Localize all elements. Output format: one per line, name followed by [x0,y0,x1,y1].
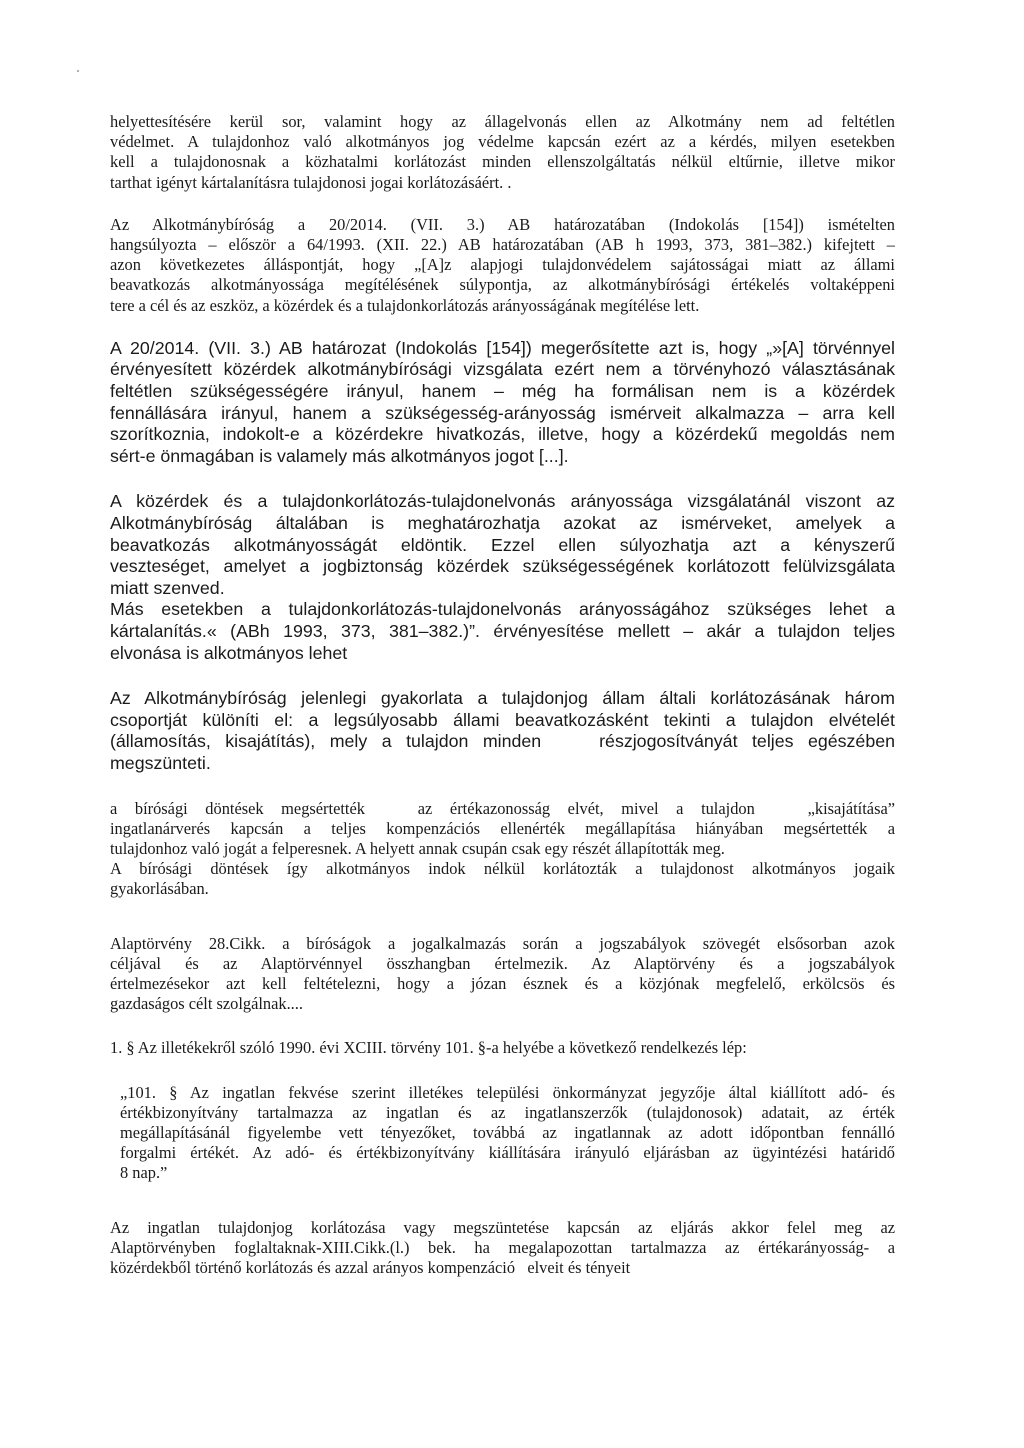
text-line: Az Alkotmánybíróság a 20/2014. (VII. 3.) AB határozatában (Indokolás [154]) ismételten [110,214,895,234]
text-line: Alkotmánybíróság általában is meghatározhatja azokat az ismérveket, amelyek a [110,512,895,533]
text-line: beavatkozás alkotmányossága megítélésének súlypontja, az alkotmánybírósági értékelés voltaképpeni [110,275,895,295]
text-line: csoportját különíti el: a legsúlyosabb állami beavatkozásként tekinti a tulajdon elvételét [110,709,895,730]
paragraph-conclusion [110,1218,895,1279]
text-line: „101. § Az ingatlan fekvése szerint illetékes települési önkormányzat jegyzője által kiállított adó- és [120,1082,895,1102]
text-line: érvényesített közérdek alkotmánybírósági vizsgálata ezért nem a törvényhozó választásának [110,359,895,380]
text-line: szorítkoznia, indokolt-e a közérdekre hivatkozás, illetve, hogy a közérdekű megoldás nem [110,424,895,445]
paragraph-proportionality [110,491,895,664]
paragraph-current-practice [110,688,895,774]
paragraph-fundamental-law-article-28 [110,934,895,1015]
paragraph-constitutional-court-decision [110,215,895,316]
text-line: céljával és az Alaptörvénnyel összhangban értelmezik. Az Alaptörvény és a jogszabályok [110,953,895,973]
text-line: A bírósági döntések így alkotmányos indok nélkül korlátozták a tulajdonost alkotmányos jogaik [110,859,895,879]
text-line: ingatlanárverés kapcsán a teljes kompenzációs ellenérték megállapítása hiányában megsértették a [110,818,895,838]
paragraph-quoted-section-101 [110,1083,895,1184]
text-line: miatt szenved. [110,577,225,598]
text-line: tarthat igényt kártalanításra tulajdonosi jogai korlátozásáért. . [110,172,512,192]
paragraph-expropriation-protection [110,112,895,193]
text-line: 1. § Az illetékekről szóló 1990. évi XCIII. törvény 101. §-a helyébe a következő rendelkezés lép: [110,1038,747,1058]
text-line: gyakorlásában. [110,879,209,899]
text-line: A 20/2014. (VII. 3.) AB határozat (Indokolás [154]) megerősítette azt is, hogy „»[A] törvénnyel [110,337,895,358]
text-line: A közérdek és a tulajdonkorlátozás-tulajdonelvonás arányossága vizsgálatánál viszont az [110,491,895,512]
text-line: értékbizonyítvány tartalmazza az ingatlan és az ingatlanszerzők (tulajdonosok) adatait, az érték [120,1102,895,1122]
text-line: megállapításánál figyelembe vett tényezőket, továbbá az ingatlannak az adott időpontban fennálló [120,1122,895,1142]
text-line: azon következetes álláspontját, hogy „[A]z alapjogi tulajdonvédelem sajátosságai miatt az állami [110,255,895,275]
text-line: veszteséget, amelyet a jogbiztonság közérdek szükségességének korlátozott felülvizsgálata [110,556,895,577]
text-line: 8 nap.” [120,1163,168,1183]
text-line: Alaptörvényben foglaltaknak-XIII.Cikk.(l.) bek. ha megalapozottan tartalmazza az értékarányosság- a [110,1237,895,1257]
text-line: forgalmi értékét. Az adó- és értékbizonyítvány kiállítására irányuló eljárásban az ügyintézési határidő [120,1143,895,1163]
text-line: elvonása is alkotmányos lehet [110,642,348,663]
text-line: hangsúlyozta – először a 64/1993. (XII. 22.) AB határozatában (AB h 1993, 373, 381–382.) kifejtett – [110,235,895,255]
text-line: megszünteti. [110,752,211,773]
text-line: a bírósági döntések megsértették az értékazonosság elvét, mivel a tulajdon „kisajátítása” [110,798,895,818]
text-line: közérdekből történő korlátozás és azzal arányos kompenzáció elveit és tényeit [110,1257,631,1277]
paragraph-amendment-section-1 [110,1038,895,1058]
scan-speck [77,70,79,72]
text-line: sért-e önmagában is valamely más alkotmányos jogot [...]. [110,445,569,466]
text-line: Az ingatlan tulajdonjog korlátozása vagy megszüntetése kapcsán az eljárás akkor felel meg az [110,1217,895,1237]
text-line: tulajdonhoz való jogát a felperesnek. A helyett annak csupán csak egy részét állapították meg. [110,838,725,858]
text-line: Más esetekben a tulajdonkorlátozás-tulajdonelvonás arányosságához szükséges lehet a [110,599,895,620]
paragraph-public-interest-review [110,338,895,468]
document-page [110,112,895,1278]
text-line: beavatkozás alkotmányosságát eldöntik. Ezzel ellen súlyozhatja azt a kényszerű [110,534,895,555]
text-line: értelmezésekor azt kell feltételezni, hogy a józan észnek és a közjónak megfelelő, erkölcsös és [110,973,895,993]
text-line: tere a cél és az eszköz, a közérdek és a tulajdonkorlátozás arányosságának megítélése lett. [110,295,700,315]
text-line: fennállására irányul, hanem a szükségesség-arányosság ismérveit alkalmazza – arra kell [110,402,895,423]
text-line: védelmet. A tulajdonhoz való alkotmányos jog védelme kapcsán ezért az a kérdés, milyen esetekben [110,132,895,152]
text-line: helyettesítésére kerül sor, valamint hogy az állagelvonás ellen az Alkotmány nem ad feltétlen [110,112,895,131]
text-line: kell a tulajdonosnak a közhatalmi korlátozást minden ellenszolgáltatás nélkül eltűrnie, illetve mikor [110,152,895,172]
text-line: (államosítás, kisajátítás), mely a tulajdon minden részjogosítványát teljes egészében [110,731,895,752]
text-line: gazdaságos célt szolgálnak.... [110,994,303,1014]
text-line: Az Alkotmánybíróság jelenlegi gyakorlata a tulajdonjog állam általi korlátozásának három [110,688,895,709]
text-line: kártalanítás.« (ABh 1993, 373, 381–382.)”. érvényesítése mellett – akár a tulajdon teljes [110,620,895,641]
text-line: Alaptörvény 28.Cikk. a bíróságok a jogalkalmazás során a jogszabályok szövegét elsősorban azok [110,933,895,953]
paragraph-court-decisions [110,799,895,900]
text-line: feltétlen szükségességére irányul, hanem – még ha formálisan nem is a közérdek [110,381,895,402]
